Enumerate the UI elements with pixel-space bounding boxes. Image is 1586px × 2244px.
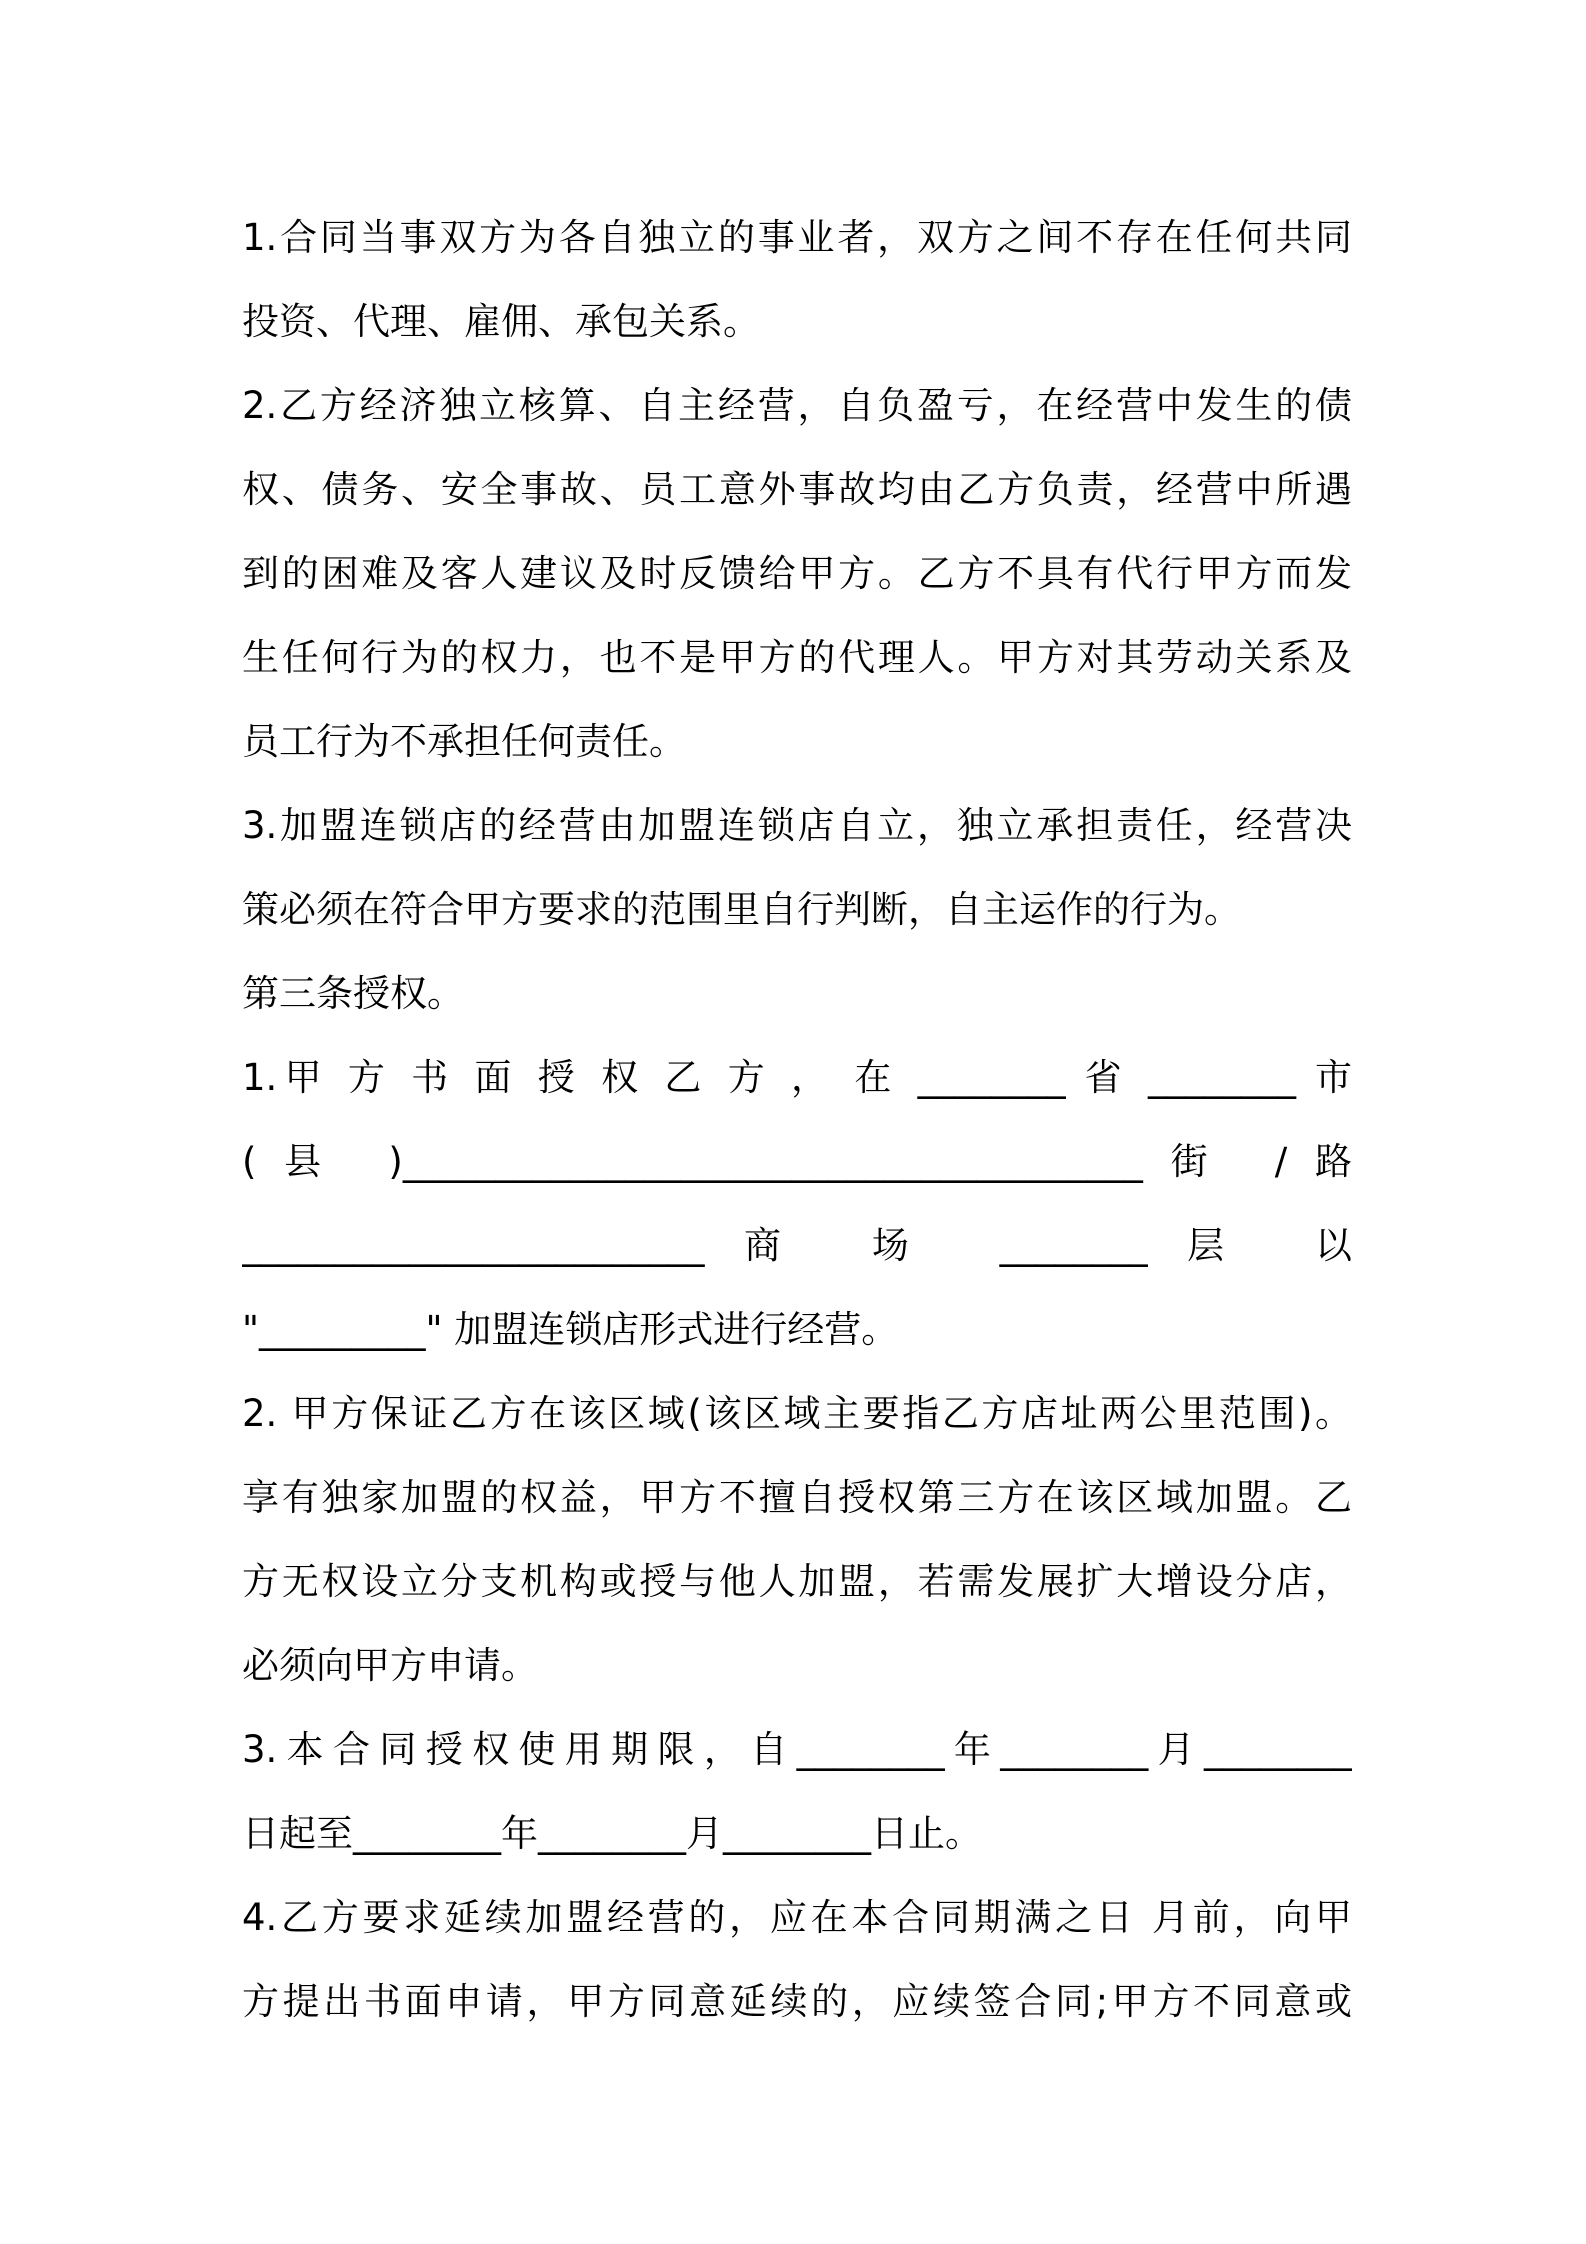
text-line: 享有独家加盟的权益，甲方不擅自授权第三方在该区域加盟。乙 [242,1476,1352,1519]
text-line: 生任何行为的权力，也不是甲方的代理人。甲方对其劳动关系及 [242,636,1352,679]
text-line: "_________" 加盟连锁店形式进行经营。 [242,1308,899,1351]
text-line: 3.加盟连锁店的经营由加盟连锁店自立，独立承担责任，经营决 [242,804,1352,847]
text-line: 方无权设立分支机构或授与他人加盟，若需发展扩大增设分店， [242,1560,1352,1603]
text-line: 1.合同当事双方为各自独立的事业者，双方之间不存在任何共同 [242,216,1352,259]
text-line: 投资、代理、雇佣、承包关系。 [242,300,760,343]
text-line: _________________________商 场 ________层 以 [242,1224,1352,1267]
text-line: 2.乙方经济独立核算、自主经营，自负盈亏，在经营中发生的债 [242,384,1352,427]
text-line: 日起至________年________月________日止。 [242,1812,982,1855]
text-line: 1.甲 方 书 面 授 权 乙 方 ， 在 ________ 省 ________ 市 [242,1056,1352,1099]
contract-text [242,196,1352,2044]
text-line: 必须向甲方申请。 [242,1644,538,1687]
text-line: 员工行为不承担任何责任。 [242,720,686,763]
text-line: 到的困难及客人建议及时反馈给甲方。乙方不具有代行甲方而发 [242,552,1352,595]
text-line: 3.本合同授权使用期限，自________年________月________ [242,1728,1352,1771]
text-line: (县 )________________________________________街 /路 [242,1140,1352,1183]
text-line: 2. 甲方保证乙方在该区域(该区域主要指乙方店址两公里范围)。 [242,1392,1352,1435]
section-heading: 第三条授权。 [242,972,464,1015]
text-line: 策必须在符合甲方要求的范围里自行判断，自主运作的行为。 [242,888,1241,931]
text-line: 4.乙方要求延续加盟经营的，应在本合同期满之日 月前，向甲 [242,1896,1352,1939]
text-line: 方提出书面申请，甲方同意延续的，应续签合同;甲方不同意或 [242,1980,1352,2023]
text-line: 权、债务、安全事故、员工意外事故均由乙方负责，经营中所遇 [242,468,1352,511]
